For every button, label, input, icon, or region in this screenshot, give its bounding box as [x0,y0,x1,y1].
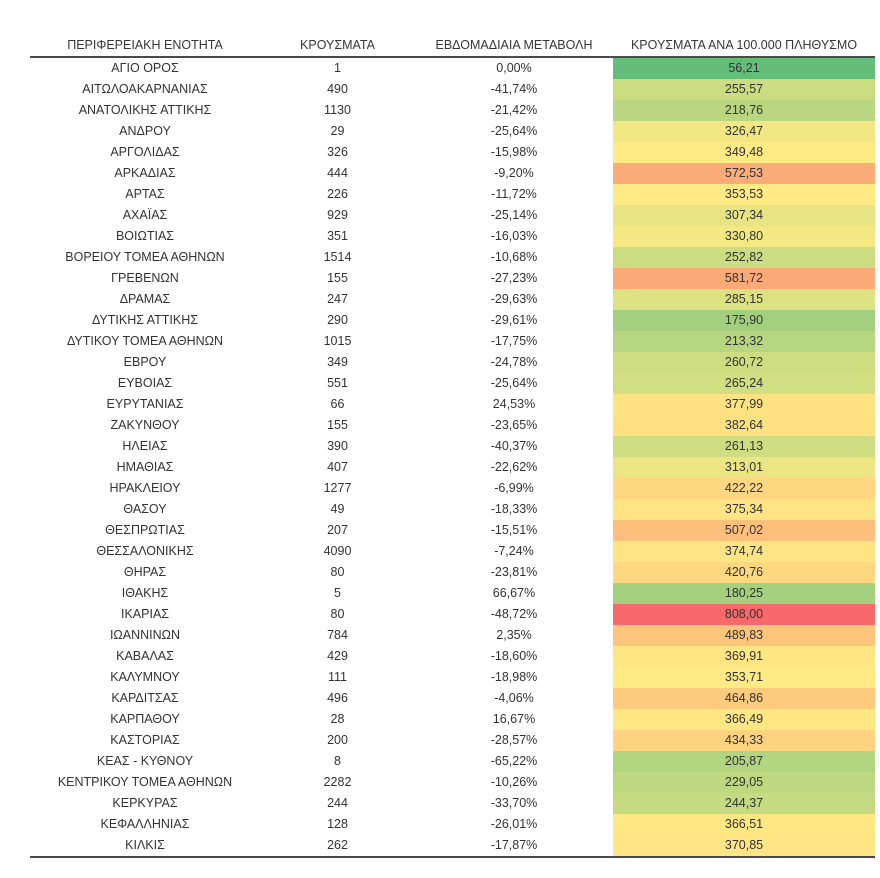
cases-count: 784 [327,628,348,642]
region-name: ΚΕΦΑΛΛΗΝΙΑΣ [100,817,190,831]
weekly-change: 66,67% [492,586,536,600]
region-name: ΚΑΛΥΜΝΟΥ [110,670,180,684]
region-name: ΘΗΡΑΣ [123,565,167,579]
cases-count: 429 [327,649,348,663]
table-row [30,205,875,226]
weekly-change: -15,98% [490,145,538,159]
region-name: ΘΕΣΣΑΛΟΝΙΚΗΣ [96,544,194,558]
weekly-change: -23,65% [490,418,538,432]
weekly-change: -18,98% [490,670,538,684]
cases-count: 551 [327,376,348,390]
regional-covid-cases-sheet [30,34,875,858]
cases-count: 8 [334,754,341,768]
table-row [30,226,875,247]
table-row [30,751,875,772]
region-name: ΒΟΙΩΤΙΑΣ [115,229,175,243]
weekly-change: -10,26% [490,775,538,789]
rate-per-100k-cell: 374,74 [613,541,875,562]
region-name: ΕΥΡΥΤΑΝΙΑΣ [106,397,184,411]
cases-count: 2282 [323,775,352,789]
table-row [30,646,875,667]
cases-count: 207 [327,523,348,537]
weekly-change: -40,37% [490,439,538,453]
rate-per-100k-cell: 285,15 [613,289,875,310]
column-header-rate-per-100k: ΚΡΟΥΣΜΑΤΑ ΑΝΑ 100.000 ΠΛΗΘΥΣΜΟ [613,34,875,57]
table-row [30,100,875,121]
weekly-change: 2,35% [496,628,532,642]
column-header-weekly-change: ΕΒΔΟΜΑΔΙΑΙΑ ΜΕΤΑΒΟΛΗ [415,34,613,57]
table-row [30,352,875,373]
cases-count: 200 [327,733,348,747]
region-name: ΚΑΡΔΙΤΣΑΣ [111,691,179,705]
table-row [30,499,875,520]
weekly-change: -26,01% [490,817,538,831]
table-row [30,79,875,100]
rate-per-100k-cell: 255,57 [613,79,875,100]
rate-per-100k-cell: 375,34 [613,499,875,520]
rate-per-100k-cell: 313,01 [613,457,875,478]
table-row [30,814,875,835]
rate-per-100k-cell: 420,76 [613,562,875,583]
cases-count: 28 [330,712,345,726]
rate-per-100k-cell: 572,53 [613,163,875,184]
rate-per-100k-cell: 434,33 [613,730,875,751]
weekly-change: -15,51% [490,523,538,537]
region-name: ΚΕΝΤΡΙΚΟΥ ΤΟΜΕΑ ΑΘΗΝΩΝ [57,775,233,789]
cases-count: 5 [334,586,341,600]
regional-cases-table [30,34,875,858]
rate-per-100k-cell: 489,83 [613,625,875,646]
region-name: ΒΟΡΕΙΟΥ ΤΟΜΕΑ ΑΘΗΝΩΝ [65,250,225,264]
rate-per-100k-cell: 353,53 [613,184,875,205]
cases-count: 128 [327,817,348,831]
rate-per-100k-cell: 382,64 [613,415,875,436]
table-row [30,436,875,457]
cases-count: 349 [327,355,348,369]
table-row [30,835,875,857]
table-row [30,163,875,184]
rate-per-100k-cell: 218,76 [613,100,875,121]
weekly-change: -6,99% [494,481,534,495]
weekly-change: -16,03% [490,229,538,243]
weekly-change: -29,61% [490,313,538,327]
rate-per-100k-cell: 265,24 [613,373,875,394]
table-row [30,709,875,730]
rate-per-100k-cell: 370,85 [613,835,875,857]
rate-per-100k-cell: 56,21 [613,57,875,79]
weekly-change: -7,24% [494,544,534,558]
cases-count: 80 [330,565,345,579]
cases-count: 290 [327,313,348,327]
region-name: ΙΩΑΝΝΙΝΩΝ [109,628,181,642]
cases-count: 66 [330,397,345,411]
weekly-change: -21,42% [490,103,538,117]
weekly-change: -28,57% [490,733,538,747]
table-row [30,667,875,688]
weekly-change: -25,14% [490,208,538,222]
weekly-change: -48,72% [490,607,538,621]
cases-count: 326 [327,145,348,159]
table-row [30,772,875,793]
cases-count: 390 [327,439,348,453]
region-name: ΔΥΤΙΚΟΥ ΤΟΜΕΑ ΑΘΗΝΩΝ [66,334,224,348]
rate-per-100k-cell: 175,90 [613,310,875,331]
rate-per-100k-cell: 366,49 [613,709,875,730]
rate-per-100k-cell: 369,91 [613,646,875,667]
cases-count: 247 [327,292,348,306]
rate-per-100k-cell: 260,72 [613,352,875,373]
region-name: ΘΑΣΟΥ [123,502,167,516]
weekly-change: -33,70% [490,796,538,810]
table-body [30,57,875,857]
table-row [30,184,875,205]
rate-per-100k-cell: 353,71 [613,667,875,688]
rate-per-100k-cell: 180,25 [613,583,875,604]
table-row [30,247,875,268]
weekly-change: -18,33% [490,502,538,516]
weekly-change: 16,67% [492,712,536,726]
cases-count: 29 [330,124,345,138]
rate-per-100k-cell: 229,05 [613,772,875,793]
weekly-change: -4,06% [494,691,534,705]
table-row [30,457,875,478]
region-name: ΚΕΡΚΥΡΑΣ [112,796,178,810]
rate-per-100k-cell: 330,80 [613,226,875,247]
cases-count: 1130 [324,103,351,117]
table-row [30,793,875,814]
table-row [30,121,875,142]
rate-per-100k-cell: 326,47 [613,121,875,142]
cases-count: 444 [327,166,348,180]
table-row [30,478,875,499]
region-name: ΑΝΔΡΟΥ [119,124,171,138]
weekly-change: -29,63% [490,292,538,306]
region-name: ΚΑΒΑΛΑΣ [116,649,174,663]
weekly-change: -27,23% [490,271,538,285]
table-row [30,415,875,436]
rate-per-100k-cell: 244,37 [613,793,875,814]
cases-count: 407 [327,460,348,474]
region-name: ΑΡΚΑΔΙΑΣ [114,166,176,180]
cases-count: 496 [327,691,348,705]
weekly-change: -24,78% [490,355,538,369]
rate-per-100k-cell: 307,34 [613,205,875,226]
region-name: ΖΑΚΥΝΘΟΥ [110,418,180,432]
table-row [30,583,875,604]
table-row [30,142,875,163]
rate-per-100k-cell: 349,48 [613,142,875,163]
region-name: ΙΚΑΡΙΑΣ [120,607,170,621]
rate-per-100k-cell: 261,13 [613,436,875,457]
region-name: ΑΡΤΑΣ [125,187,165,201]
weekly-change: -17,75% [490,334,538,348]
region-name: ΚΙΛΚΙΣ [30,835,260,857]
rate-per-100k-cell: 252,82 [613,247,875,268]
region-name: ΑΓΙΟ ΟΡΟΣ [111,61,179,75]
weekly-change: -22,62% [490,460,538,474]
table-row [30,520,875,541]
table-row [30,310,875,331]
header-row [30,34,875,57]
cases-count: 1277 [323,481,352,495]
cases-count: 929 [327,208,348,222]
region-name: ΘΕΣΠΡΩΤΙΑΣ [105,523,185,537]
rate-per-100k-cell: 422,22 [613,478,875,499]
table-row [30,625,875,646]
region-name: ΚΕΑΣ - ΚΥΘΝΟΥ [96,754,194,768]
weekly-change: 24,53% [492,397,536,411]
rate-per-100k-cell: 507,02 [613,520,875,541]
weekly-change: -25,64% [490,124,538,138]
region-name: ΚΑΣΤΟΡΙΑΣ [110,733,180,747]
region-name: ΗΛΕΙΑΣ [122,439,168,453]
table-row [30,604,875,625]
table-row [30,373,875,394]
weekly-change: 0,00% [496,61,532,75]
cases-count: 490 [327,82,348,96]
region-name: ΑΝΑΤΟΛΙΚΗΣ ΑΤΤΙΚΗΣ [78,103,212,117]
rate-per-100k-cell: 213,32 [613,331,875,352]
cases-count: 244 [327,796,348,810]
weekly-change: -17,87% [415,835,613,857]
weekly-change: -25,64% [490,376,538,390]
cases-count: 155 [327,271,348,285]
cases-count: 4090 [323,544,352,558]
region-name: ΔΡΑΜΑΣ [119,292,171,306]
table-row [30,730,875,751]
cases-count: 80 [330,607,345,621]
cases-count: 49 [330,502,345,516]
rate-per-100k-cell: 464,86 [613,688,875,709]
rate-per-100k-cell: 366,51 [613,814,875,835]
region-name: ΕΒΡΟΥ [123,355,167,369]
table-header [30,34,875,57]
weekly-change: -9,20% [494,166,534,180]
rate-per-100k-cell: 377,99 [613,394,875,415]
region-name: ΓΡΕΒΕΝΩΝ [111,271,179,285]
region-name: ΚΑΡΠΑΘΟΥ [110,712,180,726]
table-row [30,562,875,583]
cases-count: 226 [327,187,348,201]
table-row [30,57,875,79]
table-row [30,331,875,352]
region-name: ΑΙΤΩΛΟΑΚΑΡΝΑΝΙΑΣ [82,82,208,96]
table-row [30,394,875,415]
region-name: ΕΥΒΟΙΑΣ [117,376,173,390]
weekly-change: -18,60% [490,649,538,663]
cases-count: 351 [327,229,348,243]
column-header-region: ΠΕΡΙΦΕΡΕΙΑΚΗ ΕΝΟΤΗΤΑ [30,34,260,57]
rate-per-100k-cell: 581,72 [613,268,875,289]
rate-per-100k-cell: 205,87 [613,751,875,772]
table-row [30,289,875,310]
region-name: ΑΧΑΪΑΣ [122,208,168,222]
table-row [30,268,875,289]
cases-count: 262 [260,835,415,857]
region-name: ΑΡΓΟΛΙΔΑΣ [110,145,180,159]
weekly-change: -23,81% [490,565,538,579]
cases-count: 155 [327,418,348,432]
cases-count: 1514 [323,250,352,264]
table-row [30,688,875,709]
cases-count: 111 [327,670,347,684]
weekly-change: -10,68% [490,250,538,264]
region-name: ΗΡΑΚΛΕΙΟΥ [109,481,181,495]
rate-per-100k-cell: 808,00 [613,604,875,625]
column-header-cases: ΚΡΟΥΣΜΑΤΑ [260,34,415,57]
region-name: ΙΘΑΚΗΣ [121,586,169,600]
weekly-change: -41,74% [490,82,538,96]
region-name: ΗΜΑΘΙΑΣ [116,460,174,474]
cases-count: 1015 [323,334,352,348]
weekly-change: -11,72% [491,187,537,201]
region-name: ΔΥΤΙΚΗΣ ΑΤΤΙΚΗΣ [92,313,198,327]
weekly-change: -65,22% [490,754,538,768]
cases-count: 1 [334,61,341,75]
table-row [30,541,875,562]
